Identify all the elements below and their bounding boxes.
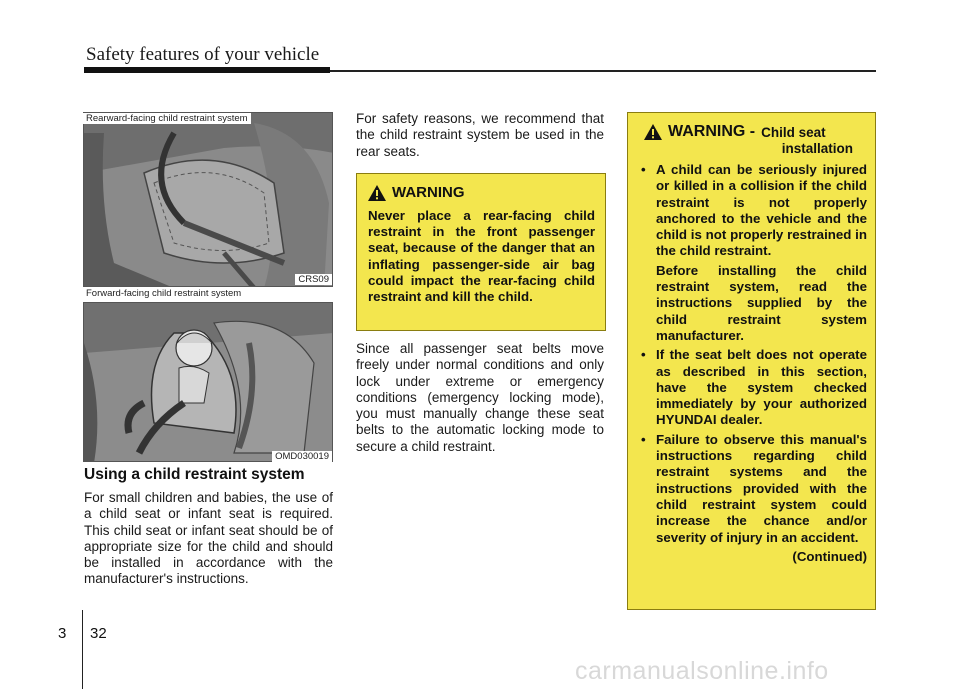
warning-heading-row	[638, 123, 867, 141]
warning-subheading-line2: installation	[781, 141, 853, 156]
warning-list	[638, 162, 867, 260]
figure-caption: Forward-facing child restraint system	[83, 288, 244, 299]
continued-label: (Continued)	[792, 548, 867, 564]
warning-text: Never place a rear-facing child restraint in the front passenger seat, because of the danger that an inflating passenger-side air bag could impact the rear-facing child restraint and kill the child.	[368, 208, 595, 305]
figure-code: CRS09	[295, 274, 332, 285]
figure-caption: Rearward-facing child restraint system	[83, 113, 251, 124]
warning-triangle-icon	[644, 124, 662, 140]
watermark-text: carmanualsonline.info	[575, 657, 829, 685]
warning-box-installation	[627, 112, 876, 610]
warning-heading: WARNING -	[668, 123, 756, 140]
rear-facing-seat-drawing	[84, 113, 333, 287]
page-header-title: Safety features of your vehicle	[86, 44, 320, 65]
forward-facing-seat-drawing	[84, 303, 333, 462]
chapter-number: 3	[58, 625, 67, 642]
warning-box	[356, 173, 606, 331]
list-item: • A child can be seriously injured or killed in a collision if the child restraint is not properly anchored to the vehicle and the child is not properly restrained in the child restraint.	[638, 162, 867, 260]
rear-facing-seat-illustration	[83, 112, 333, 287]
footer-rule	[82, 610, 83, 689]
forward-facing-seat-illustration	[83, 302, 333, 462]
page-number: 32	[90, 625, 107, 642]
body-paragraph: For safety reasons, we recommend that the child restraint system be used in the rear seats.	[356, 111, 604, 159]
warning-heading-row	[368, 184, 595, 201]
warning-heading: WARNING	[392, 184, 465, 201]
list-item: • Failure to observe this manual's instructions regarding child restraint systems and the instructions provided with the child restraint system could increase the chance and/or severity of injury in an accident.	[638, 432, 867, 546]
warning-list	[638, 347, 867, 546]
list-item-continuation: Before installing the child restraint system, read the instructions supplied by the child restraint system manufacturer.	[656, 262, 867, 343]
list-item: • If the seat belt does not operate as described in this section, have the system checked immediately by your authorized HYUNDAI dealer.	[638, 347, 867, 428]
section-body: For small children and babies, the use of a child seat or infant seat is required. This child seat or infant seat should be of appropriate size for the child and should be installed in accordance with the manufacturer's instructions.	[84, 490, 333, 587]
header-rule-accent	[84, 67, 330, 73]
warning-subheading: Child seat	[761, 124, 826, 140]
section-title: Using a child restraint system	[84, 466, 305, 483]
figure-code: OMD030019	[272, 451, 332, 462]
warning-triangle-icon	[368, 185, 386, 201]
body-paragraph: Since all passenger seat belts move freely under normal conditions and only lock under extreme or emergency conditions (emergency locking mode), you must manually change these seat belts to the automatic locking mode to secure a child restraint.	[356, 341, 604, 454]
